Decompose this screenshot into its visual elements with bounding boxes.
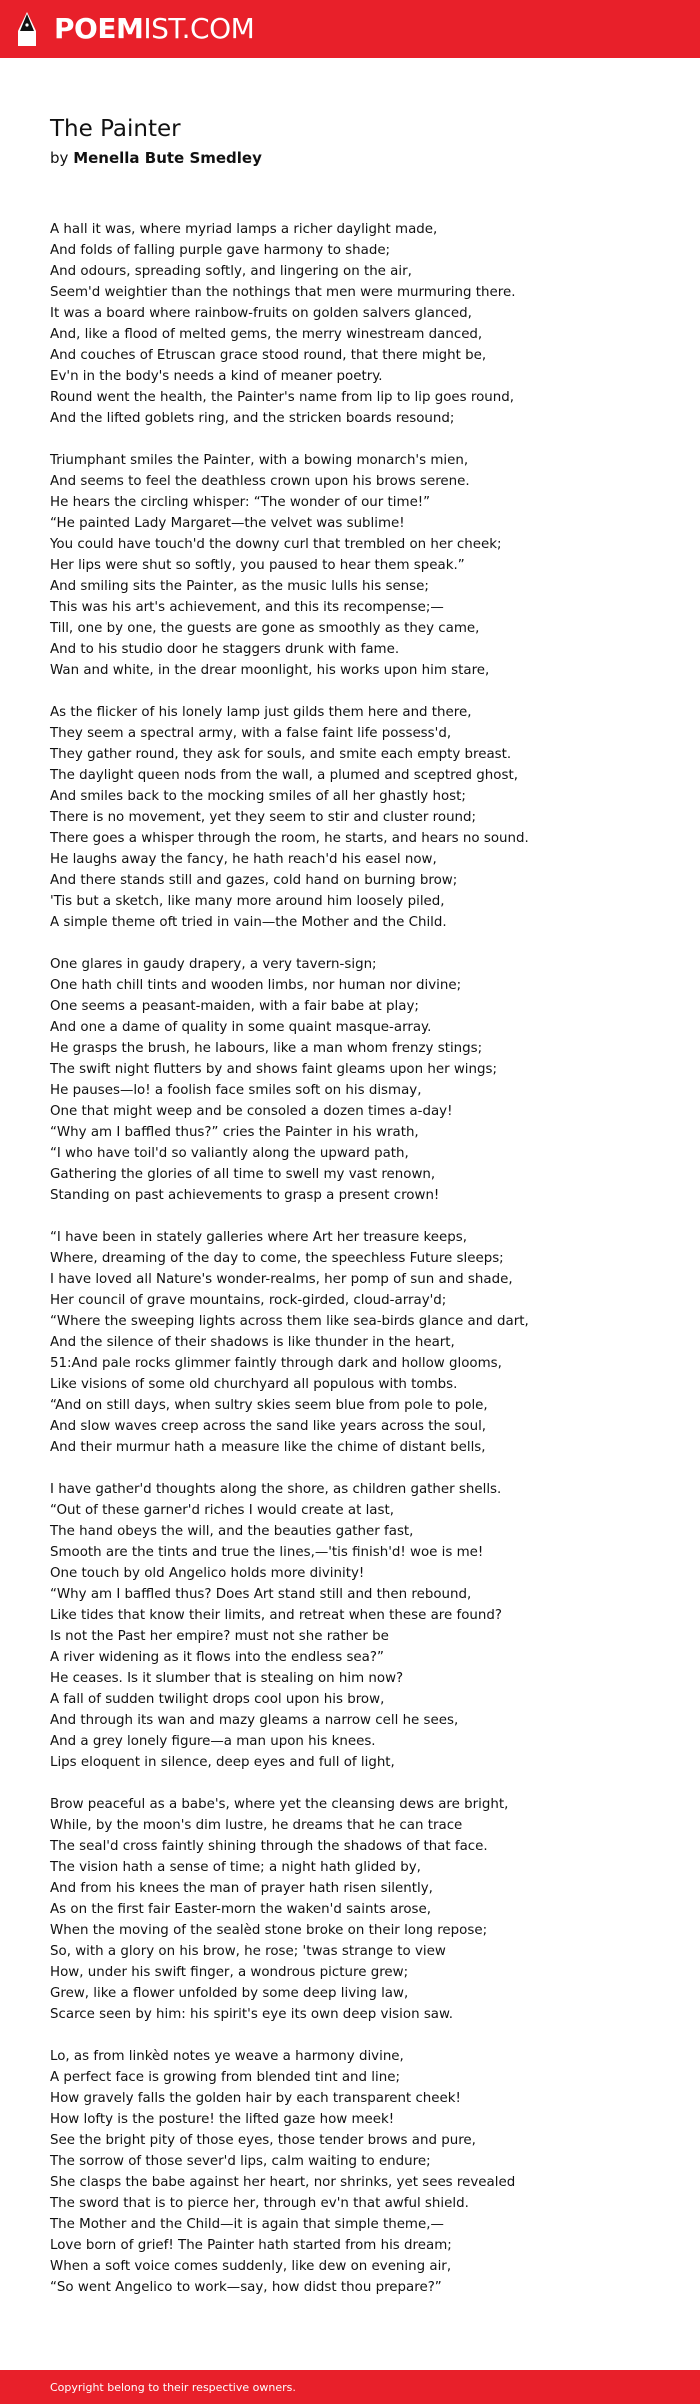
poem-line: Ev'n in the body's needs a kind of meaner poetry. — [50, 369, 383, 384]
poem-line: The swift night flutters by and shows faint gleams upon her wings; — [50, 1062, 497, 1077]
byline-label: by — [50, 149, 69, 167]
poem-line: Brow peaceful as a babe's, where yet the cleansing dews are bright, — [50, 1797, 509, 1812]
poem-line: She clasps the babe against her heart, nor shrinks, yet sees revealed — [50, 2175, 516, 2190]
poem-line: Scarce seen by him: his spirit's eye its own deep vision saw. — [50, 2007, 453, 2022]
poem-line: The sword that is to pierce her, through ev'n that awful shield. — [50, 2196, 469, 2211]
poem-line: A simple theme oft tried in vain—the Mother and the Child. — [50, 915, 447, 930]
poem-line: And smiling sits the Painter, as the music lulls his sense; — [50, 579, 429, 594]
poem-line: Lo, as from linkèd notes ye weave a harmony divine, — [50, 2049, 404, 2064]
poem-line: Till, one by one, the guests are gone as smoothly as they came, — [50, 621, 480, 636]
poem-line: 'Tis but a sketch, like many more around him loosely piled, — [50, 894, 445, 909]
poem-line: And smiles back to the mocking smiles of all her ghastly host; — [50, 789, 466, 804]
poem-line: The Mother and the Child—it is again that simple theme,— — [50, 2217, 444, 2232]
poem-line: And couches of Etruscan grace stood round, that there might be, — [50, 348, 487, 363]
poem-line: And, like a flood of melted gems, the merry winestream danced, — [50, 327, 483, 342]
poem-line: Like visions of some old churchyard all populous with tombs. — [50, 1377, 458, 1392]
poem-line: Standing on past achievements to grasp a present crown! — [50, 1188, 440, 1203]
poem-line: A river widening as it flows into the endless sea?” — [50, 1650, 384, 1665]
poem-line: How gravely falls the golden hair by each transparent cheek! — [50, 2091, 461, 2106]
poem-line: And the silence of their shadows is like thunder in the heart, — [50, 1335, 455, 1350]
poem-line: They gather round, they ask for souls, and smite each empty breast. — [50, 747, 512, 762]
pen-nib-icon — [16, 11, 38, 47]
poem-line: And a grey lonely figure—a man upon his knees. — [50, 1734, 376, 1749]
poem-line: You could have touch'd the downy curl that trembled on her cheek; — [50, 537, 502, 552]
poem-line: “Where the sweeping lights across them like sea-birds glance and dart, — [50, 1314, 529, 1329]
poem-line: The sorrow of those sever'd lips, calm waiting to endure; — [50, 2154, 431, 2169]
poem-line: As on the first fair Easter-morn the waken'd saints arose, — [50, 1902, 432, 1917]
author-name[interactable]: Menella Bute Smedley — [73, 149, 262, 167]
poem-line: When a soft voice comes suddenly, like dew on evening air, — [50, 2259, 452, 2274]
poem-line: The hand obeys the will, and the beauties gather fast, — [50, 1524, 414, 1539]
poem-title: The Painter — [50, 116, 181, 142]
poem-line: One seems a peasant-maiden, with a fair babe at play; — [50, 999, 419, 1014]
poem-line: He hears the circling whisper: “The wonder of our time!” — [50, 495, 431, 510]
poem-line: How lofty is the posture! the lifted gaze how meek! — [50, 2112, 395, 2127]
copyright-notice: Copyright belong to their respective owners. — [50, 2381, 296, 2394]
poem-line: Seem'd weightier than the nothings that men were murmuring there. — [50, 285, 516, 300]
poem-line: Grew, like a flower unfolded by some deep living law, — [50, 1986, 409, 2001]
brand-light: IST.COM — [143, 12, 255, 45]
poem-line: One touch by old Angelico holds more divinity! — [50, 1566, 365, 1581]
poem-body — [50, 219, 670, 2319]
poem-line: Wan and white, in the drear moonlight, his works upon him stare, — [50, 663, 490, 678]
poem-line: And there stands still and gazes, cold hand on burning brow; — [50, 873, 458, 888]
poem-line: Is not the Past her empire? must not she rather be — [50, 1629, 389, 1644]
poem-line: So, with a glory on his brow, he rose; 'twas strange to view — [50, 1944, 446, 1959]
poem-line: “Why am I baffled thus?” cries the Painter in his wrath, — [50, 1125, 419, 1140]
poem-line: Round went the health, the Painter's name from lip to lip goes round, — [50, 390, 515, 405]
poem-line: I have gather'd thoughts along the shore, as children gather shells. — [50, 1482, 502, 1497]
poem-line: And folds of falling purple gave harmony to shade; — [50, 243, 391, 258]
stanza — [50, 2046, 670, 2298]
poem-line: One that might weep and be consoled a dozen times a-day! — [50, 1104, 453, 1119]
poem-line: And through its wan and mazy gleams a narrow cell he sees, — [50, 1713, 459, 1728]
poem-line: Love born of grief! The Painter hath started from his dream; — [50, 2238, 452, 2253]
poem-line: The vision hath a sense of time; a night hath glided by, — [50, 1860, 421, 1875]
poem-line: “And on still days, when sultry skies seem blue from pole to pole, — [50, 1398, 488, 1413]
stanza — [50, 1227, 670, 1458]
poem-line: When the moving of the sealèd stone broke on their long repose; — [50, 1923, 488, 1938]
poem-line: A fall of sudden twilight drops cool upon his brow, — [50, 1692, 385, 1707]
poem-line: A hall it was, where myriad lamps a richer daylight made, — [50, 222, 438, 237]
stanza — [50, 219, 670, 429]
poem-line: Where, dreaming of the day to come, the speechless Future sleeps; — [50, 1251, 504, 1266]
poem-line: He ceases. Is it slumber that is stealing on him now? — [50, 1671, 404, 1686]
poem-line: And seems to feel the deathless crown upon his brows serene. — [50, 474, 470, 489]
poem-line: The seal'd cross faintly shining through the shadows of that face. — [50, 1839, 488, 1854]
poem-line: One glares in gaudy drapery, a very tavern-sign; — [50, 957, 377, 972]
poem-line: Her council of grave mountains, rock-girded, cloud-array'd; — [50, 1293, 447, 1308]
stanza — [50, 450, 670, 681]
poem-line: He pauses—lo! a foolish face smiles soft on his dismay, — [50, 1083, 422, 1098]
poem-line: Lips eloquent in silence, deep eyes and full of light, — [50, 1755, 395, 1770]
poem-line: Smooth are the tints and true the lines,—'tis finish'd! woe is me! — [50, 1545, 484, 1560]
poem-line: This was his art's achievement, and this its recompense;— — [50, 600, 444, 615]
poem-line: Gathering the glories of all time to swell my vast renown, — [50, 1167, 436, 1182]
stanza — [50, 1794, 670, 2025]
stanza — [50, 702, 670, 933]
poem-line: “I who have toil'd so valiantly along the upward path, — [50, 1146, 409, 1161]
poem-line: “So went Angelico to work—say, how didst thou prepare?” — [50, 2280, 442, 2295]
site-header — [0, 0, 700, 58]
poem-line: I have loved all Nature's wonder-realms, her pomp of sun and shade, — [50, 1272, 513, 1287]
poem-line: “Why am I baffled thus? Does Art stand still and then rebound, — [50, 1587, 472, 1602]
poem-line: There goes a whisper through the room, he starts, and hears no sound. — [50, 831, 529, 846]
stanza — [50, 1479, 670, 1773]
poem-line: And to his studio door he staggers drunk with fame. — [50, 642, 400, 657]
poem-line: They seem a spectral army, with a false faint life possess'd, — [50, 726, 452, 741]
poem-line: He grasps the brush, he labours, like a man whom frenzy stings; — [50, 1041, 483, 1056]
poem-line: See the bright pity of those eyes, those tender brows and pure, — [50, 2133, 476, 2148]
poem-line: He laughs away the fancy, he hath reach'd his easel now, — [50, 852, 437, 867]
site-logo-text — [54, 11, 254, 47]
poem-line: A perfect face is growing from blended tint and line; — [50, 2070, 400, 2085]
poem-line: The daylight queen nods from the wall, a plumed and sceptred ghost, — [50, 768, 518, 783]
site-logo-link[interactable] — [16, 11, 254, 47]
poem-line: And odours, spreading softly, and lingering on the air, — [50, 264, 412, 279]
poem-line: And the lifted goblets ring, and the stricken boards resound; — [50, 411, 455, 426]
poem-line: Triumphant smiles the Painter, with a bowing monarch's mien, — [50, 453, 469, 468]
poem-line: And from his knees the man of prayer hath risen silently, — [50, 1881, 433, 1896]
poem-line: It was a board where rainbow-fruits on golden salvers glanced, — [50, 306, 472, 321]
poem-line: While, by the moon's dim lustre, he dreams that he can trace — [50, 1818, 463, 1833]
byline — [50, 148, 262, 168]
poem-line: “He painted Lady Margaret—the velvet was sublime! — [50, 516, 405, 531]
stanza — [50, 954, 670, 1206]
poem-line: There is no movement, yet they seem to stir and cluster round; — [50, 810, 477, 825]
poem-line: And one a dame of quality in some quaint masque-array. — [50, 1020, 432, 1035]
site-footer — [0, 2370, 700, 2404]
poem-line: And their murmur hath a measure like the chime of distant bells, — [50, 1440, 486, 1455]
poem-line: One hath chill tints and wooden limbs, nor human nor divine; — [50, 978, 462, 993]
poem-line: “Out of these garner'd riches I would create at last, — [50, 1503, 394, 1518]
poem-line: And slow waves creep across the sand like years across the soul, — [50, 1419, 487, 1434]
poem-line: “I have been in stately galleries where Art her treasure keeps, — [50, 1230, 467, 1245]
poem-line: How, under his swift finger, a wondrous picture grew; — [50, 1965, 409, 1980]
poem-line: Her lips were shut so softly, you paused to hear them speak.” — [50, 558, 465, 573]
brand-bold: POEM — [54, 12, 144, 45]
poem-line: As the flicker of his lonely lamp just gilds them here and there, — [50, 705, 472, 720]
poem-line: 51:And pale rocks glimmer faintly through dark and hollow glooms, — [50, 1356, 502, 1371]
poem-line: Like tides that know their limits, and retreat when these are found? — [50, 1608, 502, 1623]
